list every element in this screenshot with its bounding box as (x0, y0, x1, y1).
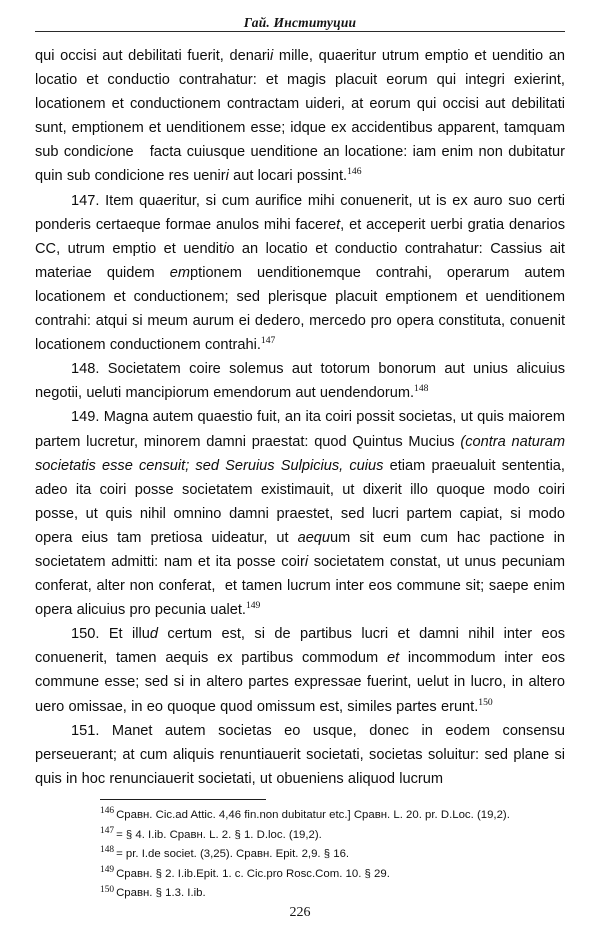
paragraph-150: 150. Et illud certum est, si de partibus lucri et damni nihil inter eos conuenerit, tamen aequis ex partibus commodum et incommodum inter eos commune esse; sed si in altero partes expressae fuerint, uelut in lucro, in altero uero omissae, in eo quoque quod omissum est, similes partes erunt.$^{150}$ (35, 626, 566, 715)
footnote-text: = § 4. I.ib. Сравн. L. 2. § 1. D.loc. (19,2). (116, 828, 322, 841)
paragraph-148: 148. Societatem coire solemus aut totorum bonorum aut unius alicuius negotii, ueluti mancipiorum emendorum aut uendendorum.$^{148}$ (35, 361, 565, 402)
footnote-text: Сравн. § 1.3. I.ib. (116, 887, 206, 900)
footnote-number: 149 (100, 864, 115, 875)
footnote-item (100, 884, 565, 904)
footnote-item (100, 806, 565, 826)
running-header (35, 14, 565, 36)
paragraph-147: 147. Item quaeritur, si cum aurifice mihi conuenerit, ut is ex auro suo certi ponderis certaeque formae anulos mihi faceret, et acceperit uerbi gratia denarios CC, utrum emptio et uenditio an locatio et conductio contrahatur: Cassius ait materiae quidem emptionem uenditionemque contrahi, operarum autem locationem et conductionem; sed plerisque placuit emptionem et uenditionem contrahi: atqui si meum aurum ei dedero, mercedo pro opera constituta, conuenit locationem conductionem contrahi.$^{147}$ (35, 192, 565, 354)
footnote-text: = pr. I.de societ. (3,25). Сравн. Epit. 2,9. § 16. (116, 848, 350, 861)
footnote-item (100, 826, 565, 846)
paragraph-151: 151. Manet autem societas eo usque, donec in eodem consensu perseuerant; at cum aliquis renuntiauerit societati, societas soluitur: sed plane si quis in hoc renunciauerit societati, ut obueniens aliquod lucrum (35, 722, 565, 787)
page-number: 226 (289, 905, 311, 920)
running-header-title: Гай. Институции (243, 15, 357, 30)
footnote-text: Сравн. Cic.ad Attic. 4,46 fin.non dubitatur etc.] Сравн. L. 20. pr. D.Loc. (19,2). (116, 809, 510, 821)
paragraph-146-continuation: qui occisi aut debilitati fuerit, denarii mille, quaeritur utrum emptio et uenditio an locatio et conductio contrahatur: et magis placuit eorum qui integri exierint, locationem et conductionem contractam uideri, at eorum qui occisi aut debilitati sunt, emptionem et uenditionem esse; idque ex accidentibus apparent, tamquam sub condicione facta cuiusque uenditione an locatione: iam enim non dubitatur quin sub condicione res ueniri aut locari possint.$^{146}$ (35, 48, 565, 185)
footnote-number: 147 (100, 825, 115, 836)
paragraph-149: 149. Magna autem quaestio fuit, an ita coiri possit societas, ut quis maiorem partem lucretur, minorem damni praestat: quod Quintus Mucius (contra naturam societatis esse censuit; sed Seruius Sulpicius, cuius etiam praeualuit sententia, adeo ita coiri posse societatem existimauit, ut dixerit illo quoque modo coiri posse, ut quis nihil omnino damni praestet, sed lucri partem capiat, si modo opera eius tam pretiosa uideatur, ut aequum sit eum cum hac pactione in societatem admitti: nam et ita posse coiri societatem constat, ut unus pecuniam conferat, alter non conferat, et tamen lucrum inter eos commune sit; saepe enim opera alicuius pro pecunia ualet.$^{149}$ (35, 409, 566, 619)
footnote-item (100, 845, 565, 865)
body-text-column (35, 44, 565, 791)
footnote-number: 146 (100, 806, 115, 817)
footnote-separator-rule (100, 799, 266, 800)
footnote-number: 150 (100, 884, 115, 895)
footnote-text: Сравн. § 2. I.ib.Epit. 1. c. Cic.pro Rosc.Com. 10. § 29. (116, 867, 390, 880)
footnote-number: 148 (100, 845, 115, 856)
header-rule (35, 31, 565, 32)
footnote-list (100, 806, 565, 904)
footnote-item (100, 865, 565, 885)
